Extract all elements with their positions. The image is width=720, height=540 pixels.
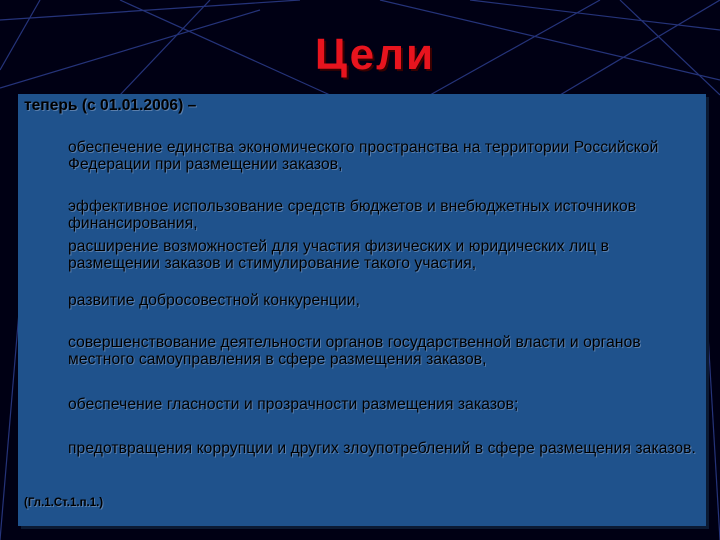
content-panel: [18, 94, 706, 526]
goal-item-2: эффективное использование средств бюджетов и внебюджетных источников финансирования,: [68, 198, 637, 232]
intro-text: теперь (с 01.01.2006) –: [24, 97, 197, 114]
source-footnote: (Гл.1.Ст.1.п.1.): [24, 497, 104, 509]
slide-title: Цели: [314, 30, 436, 79]
goal-item-1: обеспечение единства экономического пространства на территории Российской Федерации при размещении заказов,: [68, 139, 659, 173]
goal-item-6: обеспечение гласности и прозрачности размещения заказов;: [68, 396, 519, 413]
goal-item-3: расширение возможностей для участия физических и юридических лиц в размещении заказов и стимулирование такого участия,: [68, 238, 609, 272]
goal-item-4: развитие добросовестной конкуренции,: [68, 292, 361, 309]
goal-item-7: предотвращения коррупции и других злоупотреблений в сфере размещения заказов.: [68, 440, 696, 457]
goal-item-5: совершенствование деятельности органов государственной власти и органов местного самоуправления в сфере размещения заказов,: [68, 334, 641, 368]
